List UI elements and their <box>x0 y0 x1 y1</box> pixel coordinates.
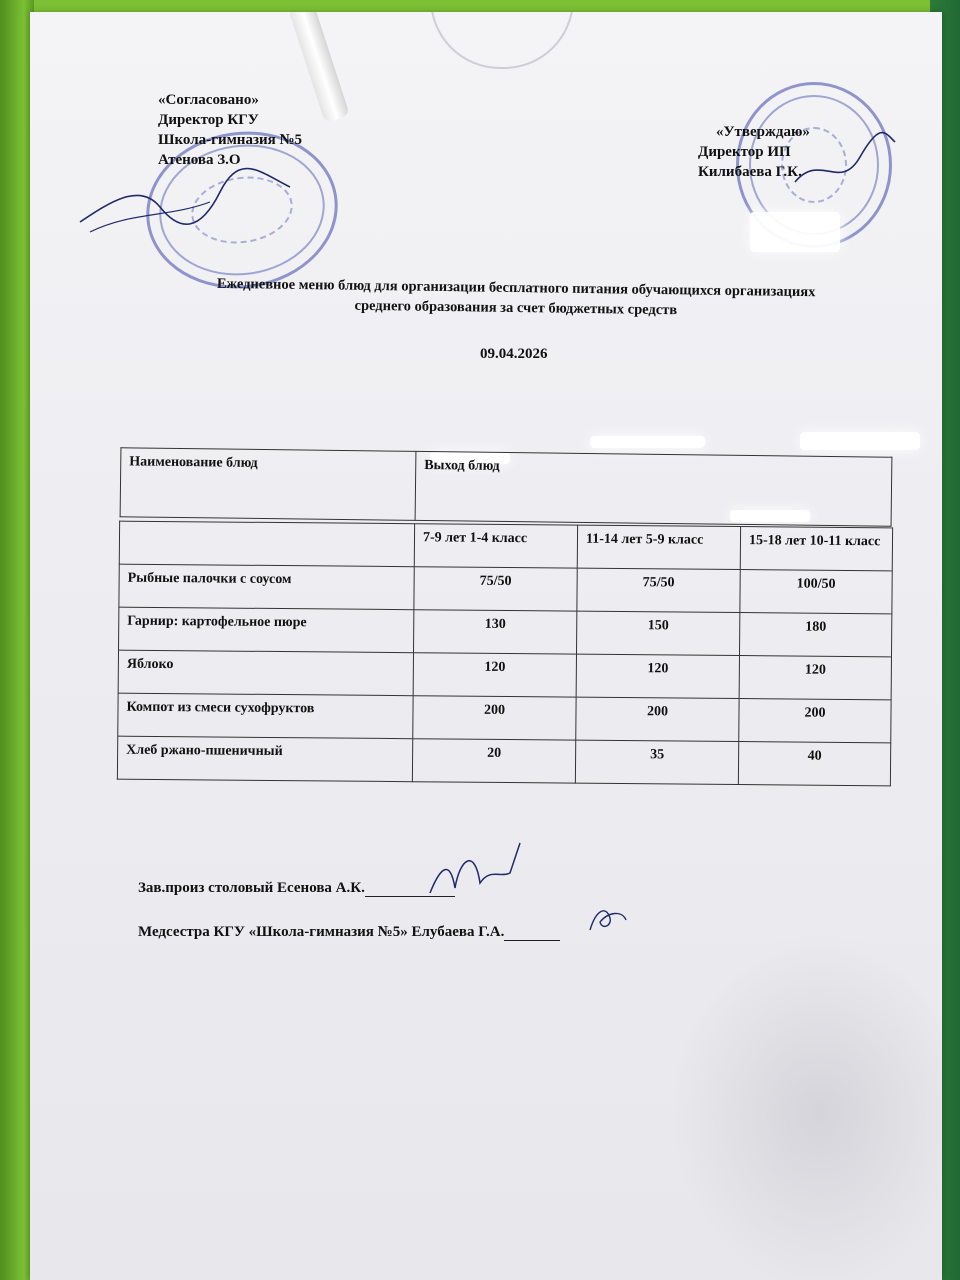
footer-manager <box>138 880 455 897</box>
dish-name-cell: Гарнир: картофельное пюре <box>119 607 414 653</box>
header-output-cell: Выход блюд <box>415 451 892 526</box>
table-row <box>118 650 891 700</box>
reflection-shadow <box>670 932 942 1280</box>
approval-right-position: Директор ИП <box>698 144 791 160</box>
footer-manager-text: Зав.произ столовый Есенова А.К. <box>138 880 365 896</box>
portion-cell: 120 <box>413 653 576 697</box>
age-group-cell: 15-18 лет 10-11 класс <box>740 527 892 571</box>
menu-table <box>117 521 893 787</box>
light-glare <box>590 436 705 448</box>
nurse-signature <box>582 900 632 940</box>
dish-name-cell: Рыбные палочки с соусом <box>119 564 414 610</box>
portion-cell: 200 <box>739 699 891 743</box>
table-row <box>119 564 892 614</box>
approval-block-left <box>158 90 302 170</box>
table-row <box>119 607 892 657</box>
portion-cell: 40 <box>738 742 890 786</box>
portion-cell: 75/50 <box>577 568 740 612</box>
age-group-cell: 11-14 лет 5-9 класс <box>577 525 740 569</box>
menu-title <box>126 273 906 324</box>
menu-sheet <box>30 12 942 1280</box>
menu-date: 09.04.2026 <box>480 346 548 362</box>
table-row <box>118 693 891 743</box>
table-row <box>117 736 890 786</box>
signature-line <box>504 926 560 941</box>
portion-cell: 130 <box>414 610 577 654</box>
approval-right-name: Килибаева Г.К. <box>698 164 802 180</box>
portion-cell: 150 <box>576 611 739 655</box>
dish-name-cell: Компот из смеси сухофруктов <box>118 693 413 739</box>
menu-header-table <box>120 447 893 526</box>
portion-cell: 35 <box>575 740 738 784</box>
approval-left-heading: «Согласовано» <box>158 92 259 108</box>
director-signature-right <box>790 122 900 202</box>
portion-cell: 20 <box>412 739 575 783</box>
portion-cell: 180 <box>739 613 891 657</box>
blank-cell <box>119 521 414 567</box>
board-frame-left <box>0 0 34 1280</box>
header-row <box>120 448 892 526</box>
sleeve-cutout <box>430 12 574 69</box>
dish-name-cell: Яблоко <box>118 650 413 696</box>
portion-cell: 200 <box>576 697 739 741</box>
approval-left-position: Директор КГУ <box>158 112 259 128</box>
light-glare <box>800 432 920 450</box>
manager-signature <box>420 838 530 908</box>
menu-title-line-1: Ежедневное меню блюд для организации бесплатного питания обучающихся организациях <box>216 275 816 301</box>
director-signature-left <box>70 162 300 242</box>
header-dish-cell: Наименование блюд <box>120 448 416 521</box>
approval-left-name: Атенова З.О <box>158 152 241 168</box>
portion-cell: 100/50 <box>740 570 892 614</box>
light-glare <box>750 212 840 252</box>
menu-title-line-2: среднего образования за счет бюджетных средств <box>354 297 678 319</box>
footer-nurse-text: Медсестра КГУ «Школа-гимназия №5» Елубаева Г.А. <box>138 924 505 940</box>
approval-right-heading: «Утверждаю» <box>716 124 810 140</box>
approval-left-org: Школа-гимназия №5 <box>158 132 303 148</box>
portion-cell: 200 <box>413 696 576 740</box>
dish-name-cell: Хлеб ржано-пшеничный <box>117 736 412 782</box>
portion-cell: 120 <box>739 656 891 700</box>
portion-cell: 120 <box>576 654 739 698</box>
footer-nurse <box>138 924 560 941</box>
age-group-cell: 7-9 лет 1-4 класс <box>414 524 577 568</box>
age-group-row <box>119 521 892 571</box>
portion-cell: 75/50 <box>414 567 577 611</box>
